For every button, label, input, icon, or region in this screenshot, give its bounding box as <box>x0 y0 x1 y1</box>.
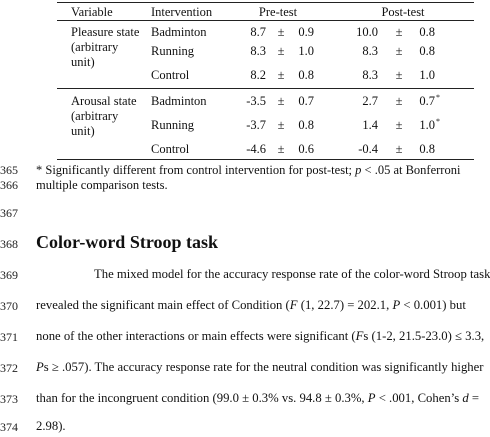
pre-mean-cell: 8.2 <box>250 68 266 82</box>
post-sd-cell: 1.0 <box>419 118 435 132</box>
post-plusminus: ± <box>395 142 403 156</box>
paragraph-line: Ps ≥ .057). The accuracy response rate for the neutral condition was significantly higher <box>36 360 484 374</box>
line-number: 368 <box>0 237 18 251</box>
intervention-cell: Running <box>151 44 195 58</box>
pre-plusminus: ± <box>277 68 285 82</box>
line-number: 367 <box>0 206 18 220</box>
intervention-cell: Running <box>151 118 195 132</box>
variable-label-line: unit) <box>71 124 95 138</box>
post-sd-cell: 0.8 <box>419 142 435 156</box>
variable-label-line: (arbitrary <box>71 40 119 54</box>
pre-mean-cell: 8.7 <box>250 25 266 39</box>
paragraph-line: than for the incongruent condition (99.0 ± 0.3% vs. 94.8 ± 0.3%, P < .001, Cohen’s d = <box>36 391 480 405</box>
line-number: 374 <box>0 420 18 434</box>
header-intervention: Intervention <box>151 5 213 19</box>
header-variable: Variable <box>71 5 113 19</box>
pre-sd-cell: 1.0 <box>298 44 314 58</box>
header-pre-test: Pre-test <box>258 5 298 19</box>
pre-sd-cell: 0.7 <box>298 94 314 108</box>
pre-sd-cell: 0.8 <box>298 68 314 82</box>
pre-plusminus: ± <box>277 44 285 58</box>
intervention-cell: Control <box>151 68 190 82</box>
post-mean-cell: 2.7 <box>362 94 378 108</box>
pre-mean-cell: -3.7 <box>246 118 266 132</box>
footnote-line: multiple comparison tests. <box>36 178 168 192</box>
post-sd-cell: 1.0 <box>419 68 435 82</box>
post-plusminus: ± <box>395 44 403 58</box>
post-mean-cell: 8.3 <box>362 44 378 58</box>
post-sd-cell: 0.7 <box>419 94 435 108</box>
post-sd-cell: 0.8 <box>419 44 435 58</box>
line-number: 366 <box>0 178 18 192</box>
post-mean-cell: 8.3 <box>362 68 378 82</box>
table-top-rule <box>57 2 474 3</box>
pre-plusminus: ± <box>277 118 285 132</box>
post-sd-cell: 0.8 <box>419 25 435 39</box>
intervention-cell: Badminton <box>151 94 207 108</box>
table-bottom-rule <box>57 159 474 160</box>
pre-sd-cell: 0.8 <box>298 118 314 132</box>
group-separator-rule <box>57 88 474 89</box>
paragraph-line: 2.98). <box>36 419 66 433</box>
pre-plusminus: ± <box>277 94 285 108</box>
variable-label-line: unit) <box>71 55 95 69</box>
line-number: 373 <box>0 392 18 406</box>
line-number: 369 <box>0 268 18 282</box>
post-plusminus: ± <box>395 68 403 82</box>
intervention-cell: Badminton <box>151 25 207 39</box>
post-plusminus: ± <box>395 94 403 108</box>
pre-sd-cell: 0.9 <box>298 25 314 39</box>
intervention-cell: Control <box>151 142 190 156</box>
variable-label-line: Arousal state <box>71 94 137 108</box>
post-mean-cell: 1.4 <box>362 118 378 132</box>
footnote-line: * Significantly different from control intervention for post-test; p < .05 at Bonferroni <box>36 163 461 177</box>
post-mean-cell: 10.0 <box>356 25 378 39</box>
significance-mark: * <box>436 93 440 102</box>
pre-plusminus: ± <box>277 25 285 39</box>
paragraph-line: revealed the significant main effect of Condition (F (1, 22.7) = 202.1, P < 0.001) but <box>36 298 466 312</box>
header-rule <box>57 20 474 21</box>
pre-sd-cell: 0.6 <box>298 142 314 156</box>
pre-mean-cell: -3.5 <box>246 94 266 108</box>
paragraph-line: The mixed model for the accuracy response rate of the color-word Stroop task <box>94 267 490 281</box>
line-number: 372 <box>0 361 18 375</box>
pre-mean-cell: 8.3 <box>250 44 266 58</box>
variable-label-line: (arbitrary <box>71 109 119 123</box>
post-mean-cell: -0.4 <box>358 142 378 156</box>
line-number: 365 <box>0 163 18 177</box>
section-heading: Color-word Stroop task <box>36 232 219 252</box>
line-number: 371 <box>0 330 18 344</box>
variable-label-line: Pleasure state <box>71 25 140 39</box>
pre-plusminus: ± <box>277 142 285 156</box>
header-post-test: Post-test <box>381 5 425 19</box>
pre-mean-cell: -4.6 <box>246 142 266 156</box>
post-plusminus: ± <box>395 25 403 39</box>
significance-mark: * <box>436 117 440 126</box>
paragraph-line: none of the other interactions or main effects were significant (Fs (1-2, 21.5-23.0) ≤ 3.3, <box>36 329 485 343</box>
post-plusminus: ± <box>395 118 403 132</box>
line-number: 370 <box>0 299 18 313</box>
